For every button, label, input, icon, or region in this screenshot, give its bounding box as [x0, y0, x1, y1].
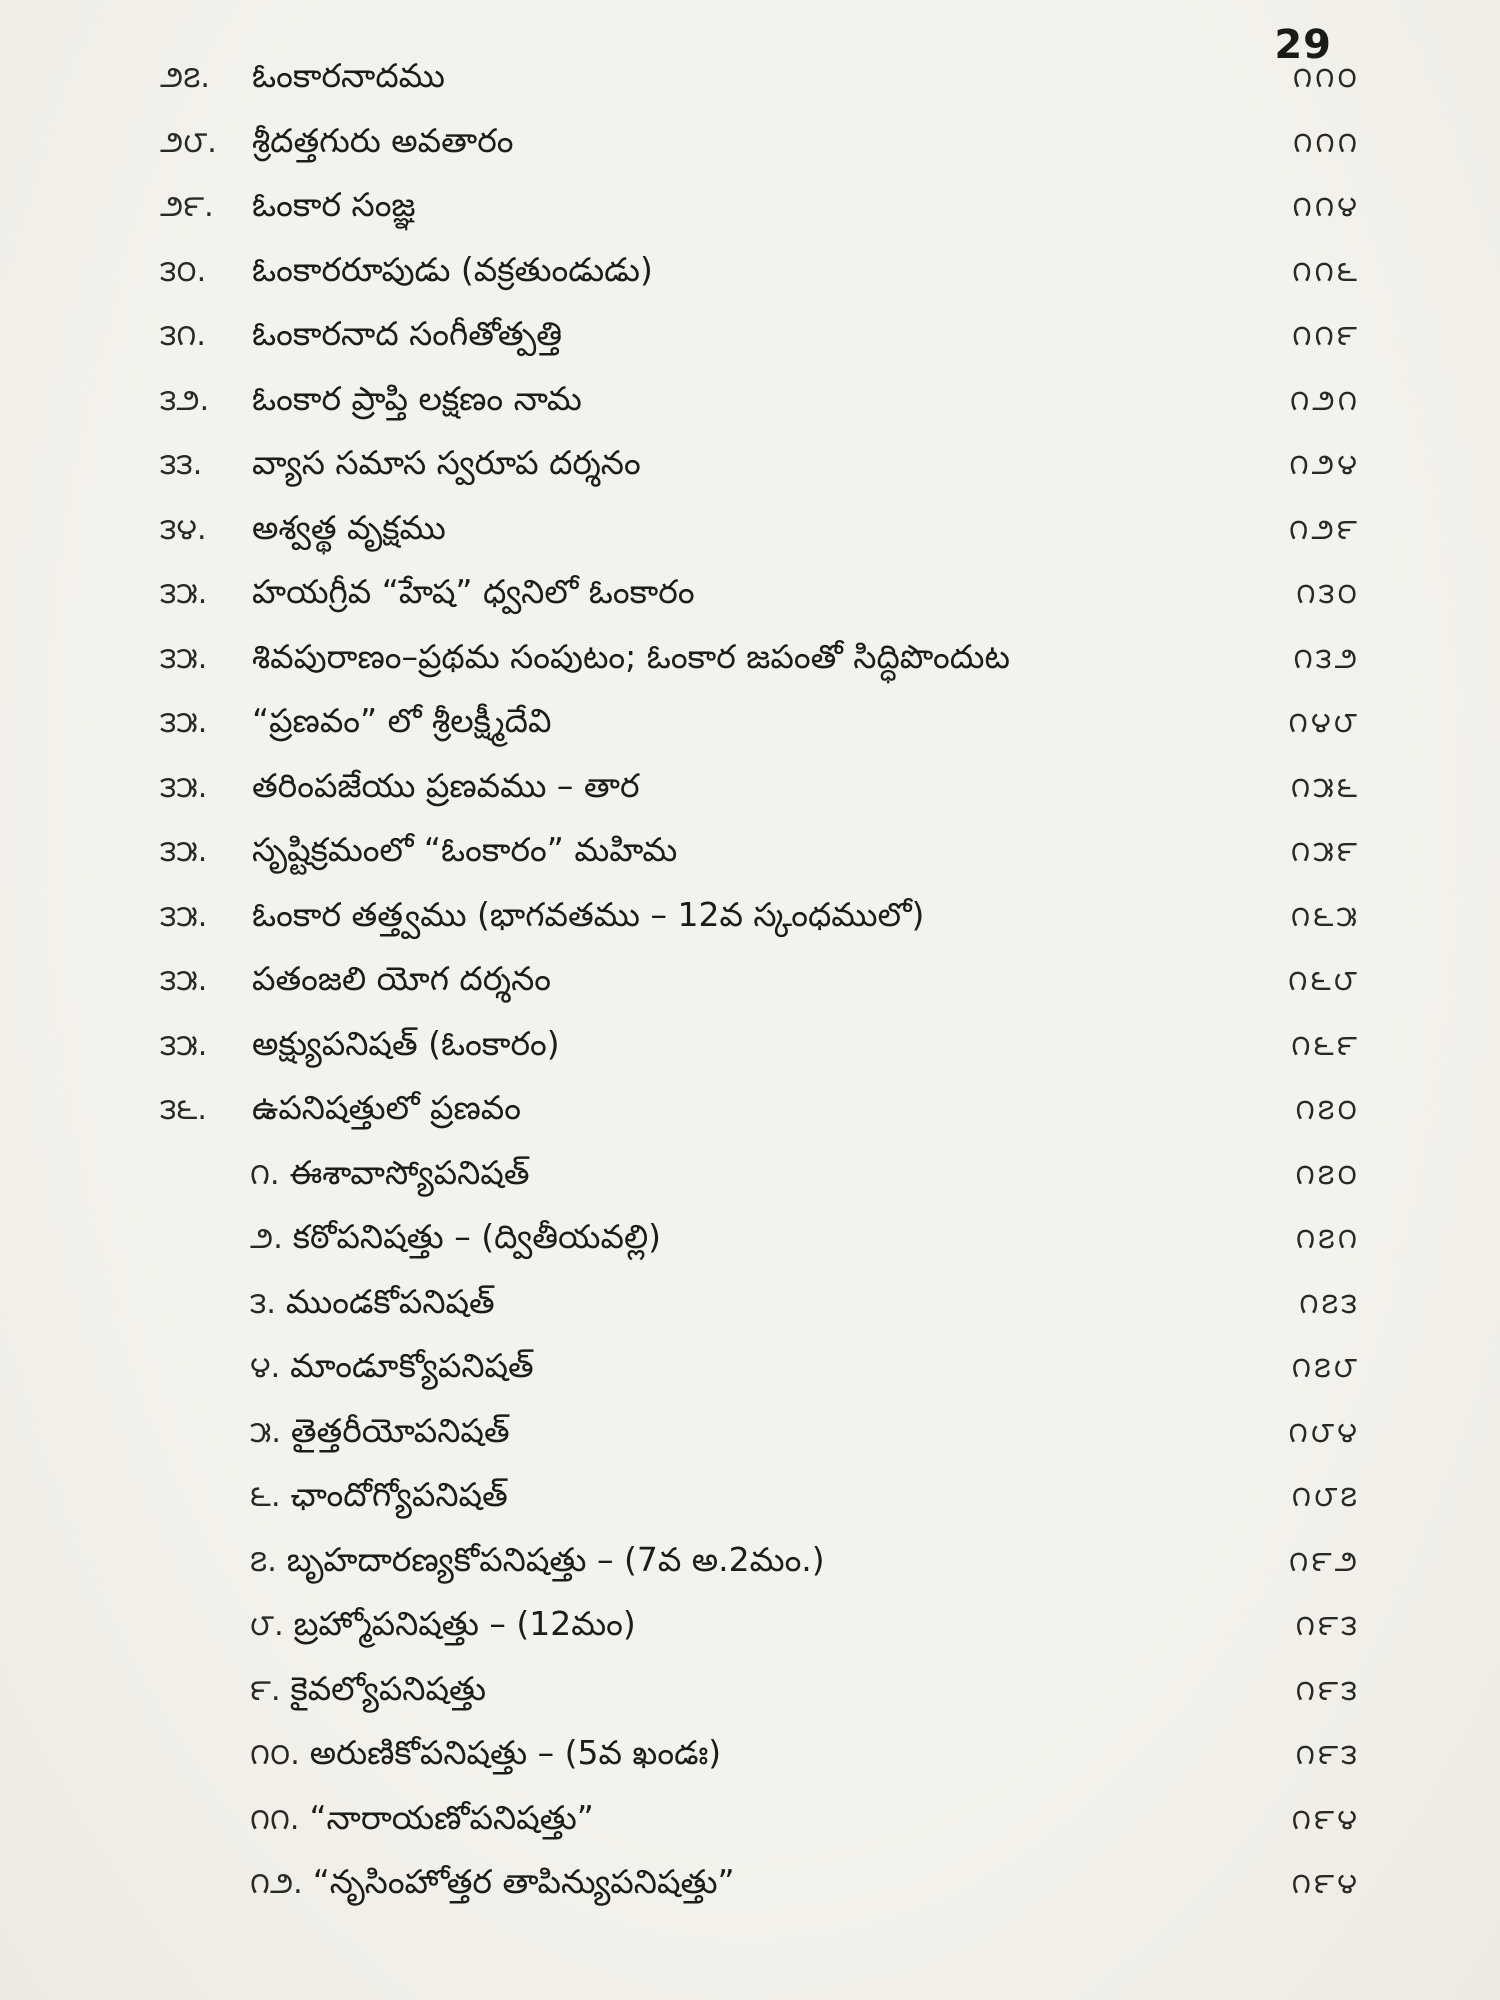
- toc-sub-entry-row: [0, 1411, 1500, 1476]
- toc-entry-title: అశ్వత్థ వృక్షము: [252, 507, 446, 547]
- toc-entry-title: శివపురాణం–ప్రథమ సంపుటం; ఓంకార జపంతో సిద్ధిపొందుట: [252, 636, 1010, 676]
- toc-entry-serial: ౩౪.: [160, 511, 207, 547]
- toc-entry-serial: ౧౨.: [250, 1866, 303, 1901]
- toc-entry-serial: ౯.: [250, 1672, 281, 1708]
- toc-entry-title: ఈశావాస్యోపనిషత్: [289, 1152, 530, 1192]
- toc-entry-row: [0, 1024, 1500, 1089]
- toc-entry-row: [0, 895, 1500, 960]
- toc-entry-serial: ౩.: [250, 1285, 276, 1321]
- toc-entry-page-number: ౧౨౧: [1290, 382, 1360, 417]
- page-number-header: 29: [1274, 22, 1332, 68]
- toc-entry-title: ఓంకార తత్త్వము (భాగవతము – 12వ స్కంధములో): [252, 894, 925, 934]
- toc-entry-serial: ౮.: [250, 1608, 284, 1643]
- toc-entry-page-number: ౧౭౮: [1291, 1350, 1360, 1384]
- toc-entry-page-number: ౧౭౦: [1295, 1156, 1360, 1191]
- toc-entry-page-number: ౧౯౩: [1295, 1608, 1360, 1642]
- toc-entry-row: [0, 508, 1500, 573]
- toc-entry-row: [0, 701, 1500, 766]
- toc-entry-page-number: ౧౬౮: [1288, 963, 1360, 997]
- toc-entry-title: “నృసింహోత్తర తాపిన్యుపనిషత్తు”: [312, 1862, 735, 1901]
- toc-entry-title: పతంజలి యోగ దర్శనం: [252, 959, 552, 998]
- toc-entry-page-number: ౧౬౯: [1291, 1027, 1360, 1062]
- toc-entry-title: తైత్తరీయోపనిషత్: [290, 1410, 510, 1450]
- toc-entry-page-number: ౧౫౯: [1290, 834, 1360, 868]
- toc-entry-title: తరింపజేయు ప్రణవము – తార: [252, 765, 640, 805]
- toc-entry-row: [0, 250, 1500, 315]
- toc-entry-page-number: ౧౩౦: [1296, 576, 1360, 610]
- toc-entry-title: అక్ష్యుపనిషత్ (ఓంకారం): [252, 1023, 560, 1063]
- toc-entry-serial: ౩౨.: [160, 382, 210, 418]
- toc-entry-row: [0, 572, 1500, 637]
- toc-entry-serial: ౩౬.: [160, 1092, 207, 1127]
- toc-entry-page-number: ౧౭౧: [1295, 1221, 1360, 1255]
- toc-entry-page-number: ౧౯౪: [1291, 1801, 1360, 1836]
- toc-entry-title: కైవల్యోపనిషత్తు: [290, 1668, 487, 1708]
- toc-sub-entry-row: [0, 1153, 1500, 1218]
- toc-entry-page-number: ౧౧౪: [1292, 189, 1360, 223]
- toc-entry-row: [0, 56, 1500, 121]
- toc-entry-serial: ౩౦.: [160, 253, 207, 289]
- toc-entry-page-number: ౧౯౩: [1295, 1737, 1360, 1771]
- toc-sub-entry-row: [0, 1217, 1500, 1282]
- toc-entry-row: [0, 314, 1500, 379]
- toc-entry-title: బృహదారణ్యకోపనిషత్తు – (7వ అ.2మం.): [286, 1539, 825, 1579]
- toc-sub-entry-row: [0, 1669, 1500, 1734]
- toc-entry-title: “ప్రణవం” లో శ్రీలక్ష్మీదేవి: [252, 701, 552, 740]
- toc-entry-page-number: ౧౯౩: [1295, 1672, 1360, 1707]
- toc-entry-title: “నారాయణోపనిషత్తు”: [309, 1797, 594, 1837]
- toc-entry-serial: ౫.: [250, 1414, 281, 1450]
- toc-entry-page-number: ౧౧౧: [1293, 124, 1360, 159]
- toc-entry-row: [0, 379, 1500, 444]
- toc-entry-page-number: ౧౭౦: [1295, 1092, 1360, 1126]
- toc-entry-title: బ్రహ్మోపనిషత్తు – (12మం): [293, 1604, 636, 1643]
- toc-entry-page-number: ౧౧౯: [1292, 318, 1360, 352]
- toc-entry-page-number: ౧౮౪: [1288, 1414, 1360, 1449]
- toc-entry-title: ఓంకారనాదము: [252, 56, 445, 95]
- toc-entry-serial: ౩౫.: [160, 834, 208, 869]
- toc-entry-page-number: ౧౬౫: [1290, 898, 1360, 933]
- toc-entry-serial: ౧౧.: [250, 1801, 300, 1837]
- toc-sub-entry-row: [0, 1733, 1500, 1798]
- toc-entry-row: [0, 830, 1500, 895]
- toc-entry-title: ఓంకారనాద సంగీతోత్పత్తి: [252, 314, 563, 353]
- toc-entry-title: సృష్టిక్రమంలో “ఓంకారం” మహిమ: [252, 830, 678, 869]
- toc-entry-serial: ౨౮.: [160, 124, 217, 160]
- toc-entry-row: [0, 637, 1500, 702]
- toc-entry-row: [0, 766, 1500, 831]
- toc-entry-title: మాండూక్యోపనిషత్: [290, 1346, 534, 1385]
- toc-entry-title: అరుణికోపనిషత్తు – (5వ ఖండః): [309, 1733, 722, 1772]
- toc-entry-title: శ్రీదత్తగురు అవతారం: [252, 120, 514, 160]
- toc-entry-title: ఓంకారరూపుడు (వక్రతుండుడు): [252, 249, 653, 289]
- toc-entry-title: ఛాందోగ్యోపనిషత్: [290, 1475, 508, 1514]
- toc-entry-serial: ౩౫.: [160, 705, 208, 740]
- toc-entry-serial: ౧౦.: [250, 1737, 300, 1772]
- toc-entry-page-number: ౧౫౬: [1290, 769, 1360, 804]
- toc-entry-page-number: ౧౩౨: [1293, 640, 1360, 675]
- toc-entry-page-number: ౧౪౮: [1288, 705, 1360, 739]
- toc-entry-serial: ౩౫.: [160, 963, 208, 998]
- toc-entry-row: [0, 121, 1500, 186]
- toc-entry-title: హయగ్రీవ “హేష” ధ్వనిలో ఓంకారం: [252, 572, 695, 611]
- toc-entry-page-number: ౧౯౪: [1291, 1866, 1360, 1900]
- toc-entry-serial: ౧.: [250, 1156, 280, 1192]
- toc-entry-serial: ౭.: [250, 1543, 277, 1579]
- toc-entry-title: ఉపనిషత్తులో ప్రణవం: [252, 1088, 521, 1127]
- toc-sub-entry-row: [0, 1798, 1500, 1863]
- toc-entry-title: ముండకోపనిషత్: [285, 1281, 495, 1321]
- toc-entry-serial: ౨.: [250, 1221, 283, 1256]
- toc-entry-serial: ౪.: [250, 1350, 281, 1385]
- toc-entry-page-number: ౧౨౯: [1289, 511, 1360, 546]
- toc-entry-page-number: ౧౧౬: [1292, 253, 1360, 288]
- toc-entry-row: [0, 185, 1500, 250]
- toc-entry-title: ఓంకార ప్రాప్తి లక్షణం నామ: [252, 378, 582, 418]
- toc-entry-page-number: ౧౨౪: [1289, 447, 1360, 481]
- toc-sub-entry-row: [0, 1346, 1500, 1411]
- toc-entry-serial: ౩౫.: [160, 769, 208, 805]
- toc-entry-page-number: ౧౮౭: [1291, 1479, 1360, 1513]
- toc-entry-serial: ౩౫.: [160, 898, 208, 934]
- toc-entry-row: [0, 959, 1500, 1024]
- toc-entry-title: ఓంకార సంజ్ఞ: [252, 185, 416, 224]
- toc-entry-title: వ్యాస సమాస స్వరూప దర్శనం: [252, 443, 641, 482]
- toc-sub-entry-row: [0, 1282, 1500, 1347]
- toc-entry-row: [0, 1088, 1500, 1153]
- toc-sub-entry-row: [0, 1604, 1500, 1669]
- toc-entry-page-number: ౧౧౦: [1292, 60, 1360, 94]
- toc-sub-entry-row: [0, 1540, 1500, 1605]
- toc-entry-serial: ౩౫.: [160, 640, 208, 676]
- toc-entry-title: కఠోపనిషత్తు – (ద్వితీయవల్లి): [292, 1217, 662, 1256]
- toc-sub-entry-row: [0, 1862, 1500, 1927]
- toc-entry-serial: ౩౫.: [160, 1027, 208, 1063]
- toc-entry-serial: ౨౯.: [160, 189, 214, 224]
- toc-entry-row: [0, 443, 1500, 508]
- toc-entry-serial: ౨౭.: [160, 60, 210, 95]
- toc-sub-entry-row: [0, 1475, 1500, 1540]
- toc-entry-serial: ౩౧.: [160, 318, 206, 353]
- toc-entry-serial: ౩౫.: [160, 576, 208, 611]
- toc-entry-page-number: ౧౯౨: [1289, 1543, 1360, 1578]
- toc-entry-serial: ౬.: [250, 1479, 281, 1514]
- toc-entry-serial: ౩౩.: [160, 447, 203, 482]
- table-of-contents: [0, 56, 1500, 1927]
- toc-entry-page-number: ౧౭౩: [1299, 1285, 1360, 1320]
